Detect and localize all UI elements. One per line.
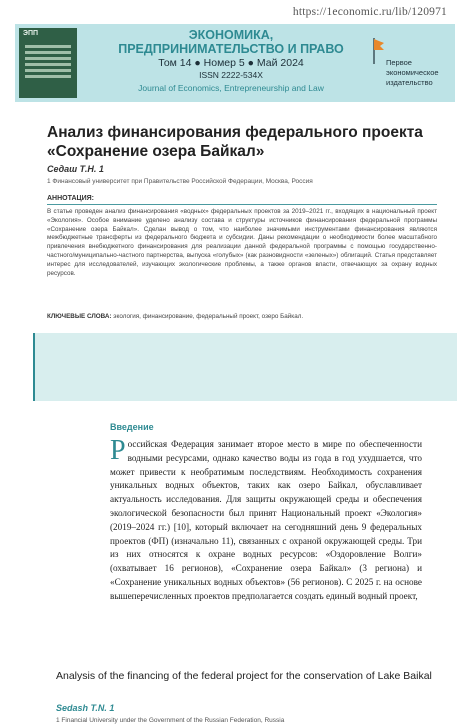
section-heading-introduction: Введение [110, 422, 154, 432]
article-title: Анализ финансирования федерального проекта «Сохранение озера Байкал» [47, 124, 423, 160]
author-affiliation: 1 Финансовый университет при Правительстве Российской Федерации, Москва, Россия [47, 178, 313, 185]
cover-mark: ЭПП [23, 30, 39, 37]
journal-issn: ISSN 2222-534X [199, 70, 263, 80]
introduction-text: оссийская Федерация занимает второе место в мире по обеспеченности водными ресурсами, однако качество воды из года в год ухудшается, что может привести к необратимым последствиям. Необходимость сохранения уникальных водных объектов, таких как озеро Байкал, обуславливает актуальность исследования. Для защиты окружающей среды и обеспечения экологической безопасности был принят Национальный проект «Экология» (2019–2024 гг.) [10], который включает на сегодняшний день 9 федеральных проектов (ФП) (изначально 11), связанных с охраной окружающей среды. Три из них относятся к охране водных ресурсов: «Оздоровление Волги» (охватывает 16 регионов), «Сохранение озера Байкал» (3 региона) и «Сохранение уникальных водных объектов» (56 регионов). С 2025 г. на основе вышеперечисленных проектов предполагается создать единый водный проект, [110, 439, 422, 601]
publisher-name: Первое экономическое издательство [386, 58, 439, 87]
journal-header [15, 24, 455, 102]
keywords-label: КЛЮЧЕВЫЕ СЛОВА: [47, 313, 112, 320]
keywords [47, 313, 437, 320]
english-author: Sedash T.N. 1 [56, 703, 115, 713]
abstract-divider [47, 204, 437, 205]
abstract-heading: АННОТАЦИЯ: [47, 195, 95, 202]
keywords-text: экология, финансирование, федеральный проект, озеро Байкал. [111, 313, 304, 320]
journal-issue: Том 14 ● Номер 5 ● Май 2024 [158, 57, 304, 69]
source-url[interactable]: https://1economic.ru/lib/120971 [292, 6, 447, 18]
journal-cover-thumbnail [19, 28, 77, 98]
abstract-text: В статье проведен анализ финансирования «водных» федеральных проектов за 2019–2021 гг., входящих в национальный проект «Экология». Особое внимание уделено анализу состава и структуры источников финансирования федеральной программы «Сохранение озера Байкал». Сделан вывод о том, что наиболее значимыми инструментами финансирования являются межбюджетные трансферты из федерального бюджета и субсидии. Даны рекомендации о необходимости более масштабного привлечения внебюджетного финансирования для реализации данной федеральной программы с помощью государственно-частного/муниципально-частного партнерства, выпуска «голубых» (как разновидности «зеленых») облигаций. Статья представляет интерес для исследователей, изучающих экологические проблемы, а также органов власти, отвечающих за охрану водных ресурсов. [47, 208, 437, 277]
english-affiliation: 1 Financial University under the Government of the Russian Federation, Russia [56, 717, 285, 724]
journal-title-line1: ЭКОНОМИКА, [188, 28, 274, 42]
publisher-flag-icon [372, 37, 386, 65]
english-title: Analysis of the financing of the federal project for the conservation of Lake Baikal [56, 670, 432, 682]
introduction-paragraph [110, 435, 422, 604]
drop-cap: Р [110, 435, 126, 466]
article-author: Седаш Т.Н. 1 [47, 164, 104, 174]
journal-title-line2: ПРЕДПРИНИМАТЕЛЬСТВО И ПРАВО [118, 42, 344, 56]
journal-title-en: Journal of Economics, Entrepreneurship and Law [138, 83, 324, 93]
